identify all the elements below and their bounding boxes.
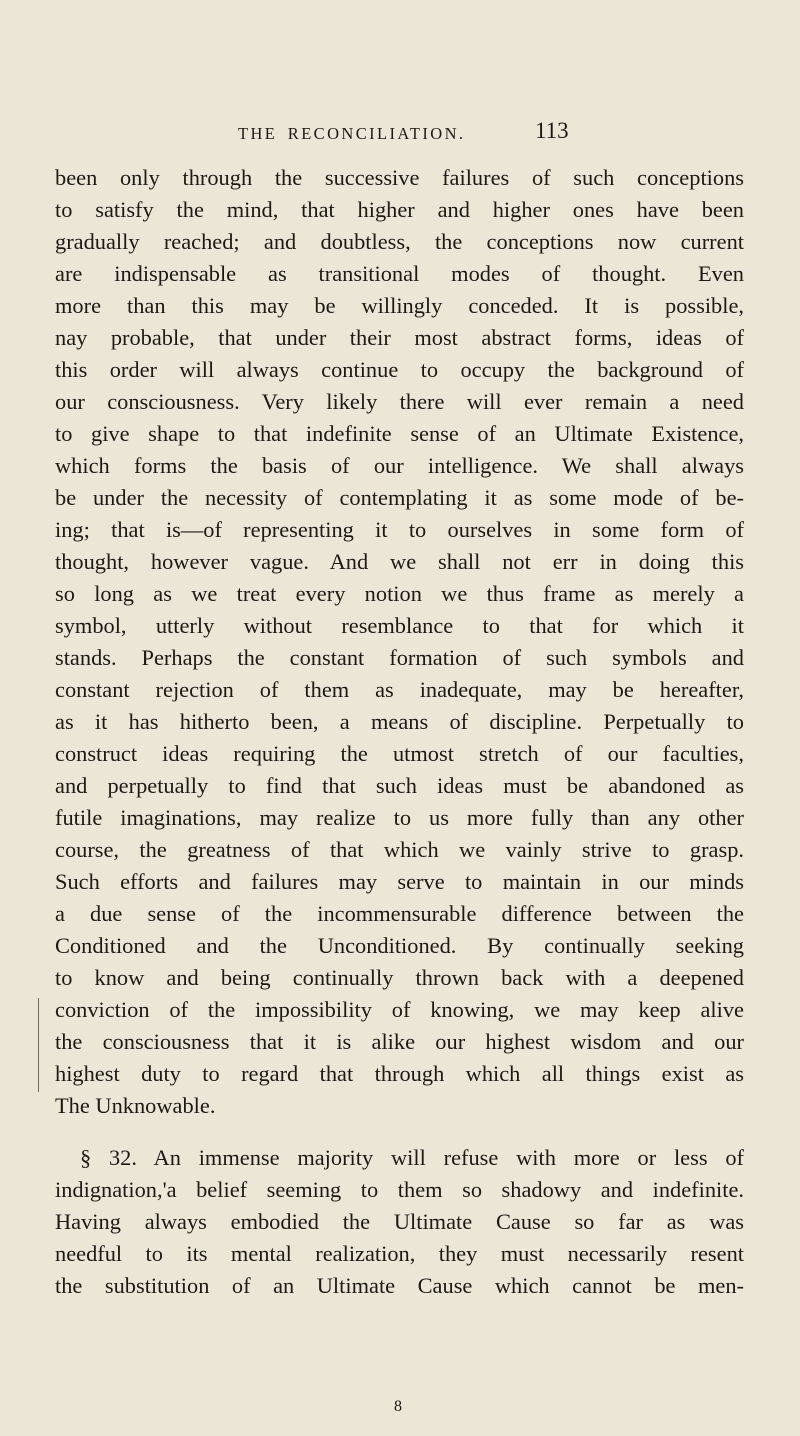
text-line: Having always embodied the Ultimate Cause so far as was: [55, 1209, 744, 1234]
text-line: more than this may be willingly conceded. It is possible,: [55, 293, 744, 318]
text-line: the consciousness that it is alike our highest wisdom and our: [55, 1029, 744, 1054]
page-header: [0, 118, 800, 152]
text-line: are indispensable as transitional modes of thought. Even: [55, 261, 744, 286]
text-line: Such efforts and failures may serve to maintain in our minds: [55, 869, 744, 894]
page-number: 113: [535, 118, 569, 143]
text-line: symbol, utterly without resemblance to that for which it: [55, 613, 744, 638]
text-line: needful to its mental realization, they must necessarily resent: [55, 1241, 744, 1266]
section-first-line: § 32. An immense majority will refuse with more or less of: [80, 1145, 744, 1170]
text-line: and perpetually to find that such ideas must be abandoned as: [55, 773, 744, 798]
text-line: gradually reached; and doubtless, the conceptions now current: [55, 229, 744, 254]
running-head: THE RECONCILIATION.: [238, 124, 466, 143]
text-line: thought, however vague. And we shall not err in doing this: [55, 549, 744, 574]
text-line: so long as we treat every notion we thus frame as merely a: [55, 581, 744, 606]
text-line: our consciousness. Very likely there will ever remain a need: [55, 389, 744, 414]
text-line: be under the necessity of contemplating it as some mode of be-: [55, 485, 744, 510]
text-line: to know and being continually thrown back with a deepened: [55, 965, 744, 990]
text-line: Conditioned and the Unconditioned. By continually seeking: [55, 933, 744, 958]
text-line: nay probable, that under their most abstract forms, ideas of: [55, 325, 744, 350]
text-line: a due sense of the incommensurable difference between the: [55, 901, 744, 926]
margin-pencil-mark: [38, 998, 39, 1092]
text-line: which forms the basis of our intelligence. We shall always: [55, 453, 744, 478]
text-line: to satisfy the mind, that higher and higher ones have been: [55, 197, 744, 222]
text-line: conviction of the impossibility of knowing, we may keep alive: [55, 997, 744, 1022]
text-line: construct ideas requiring the utmost stretch of our faculties,: [55, 741, 744, 766]
text-line: course, the greatness of that which we vainly strive to grasp.: [55, 837, 744, 862]
text-line: constant rejection of them as inadequate, may be hereafter,: [55, 677, 744, 702]
text-line: to give shape to that indefinite sense of an Ultimate Existence,: [55, 421, 744, 446]
text-line: as it has hitherto been, a means of discipline. Perpetually to: [55, 709, 744, 734]
text-line: highest duty to regard that through which all things exist as: [55, 1061, 744, 1086]
text-line: indignation,'a belief seeming to them so shadowy and indefinite.: [55, 1177, 744, 1202]
text-line: the substitution of an Ultimate Cause which cannot be men-: [55, 1273, 744, 1298]
text-line: The Unknowable.: [55, 1093, 216, 1118]
text-line: been only through the successive failures of such conceptions: [55, 165, 744, 190]
text-line: ing; that is—of representing it to ourselves in some form of: [55, 517, 744, 542]
text-line: this order will always continue to occupy the background of: [55, 357, 744, 382]
text-line: futile imaginations, may realize to us more fully than any other: [55, 805, 744, 830]
text-line: stands. Perhaps the constant formation of such symbols and: [55, 645, 744, 670]
signature-mark: 8: [394, 1398, 402, 1415]
